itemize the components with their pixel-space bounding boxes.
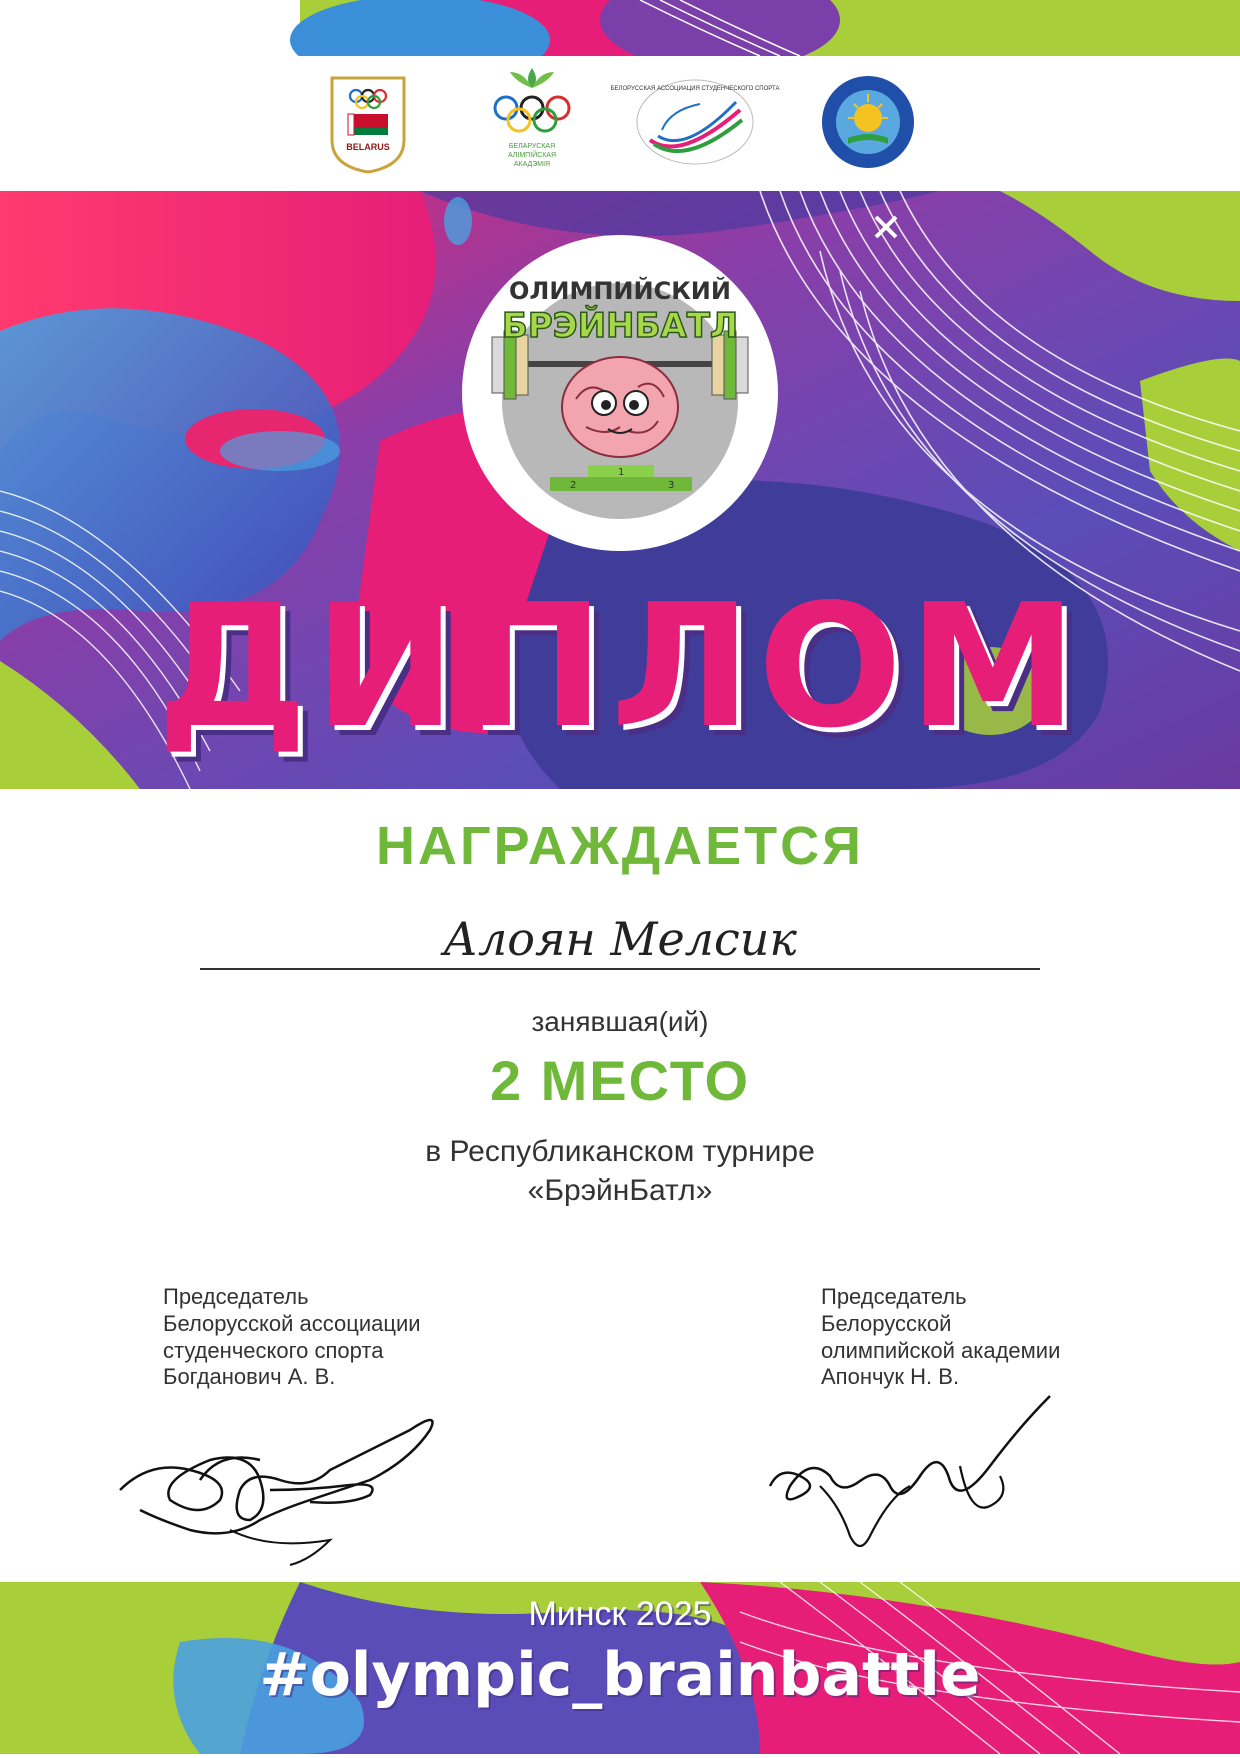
- belarus-logo-text: BELARUS: [346, 142, 390, 152]
- podium-label-right: 3: [668, 480, 675, 491]
- awarded-heading: НАГРАЖДАЕТСЯ: [376, 816, 864, 876]
- olympic-academy-logo: [482, 64, 582, 188]
- signature-right: [760, 1386, 1060, 1580]
- svg-text:БЕЛАРУСКАЯ: БЕЛАРУСКАЯ: [508, 143, 556, 150]
- hashtag: #olympic_brainbattle: [259, 1640, 981, 1710]
- student-sport-association-logo: [610, 70, 780, 178]
- signatory-left-line-2: Белорусской ассоциации: [163, 1310, 421, 1336]
- signatory-right-line-1: Председатель: [821, 1284, 967, 1309]
- place-label: 2 МЕСТО: [489, 1049, 751, 1112]
- event-logo-main-text: БРЭЙНБАТЛ: [501, 306, 739, 346]
- top-decor-strip: [0, 0, 1240, 56]
- signatory-right: [821, 1284, 1060, 1391]
- name-underline: [200, 968, 1040, 970]
- svg-text:БЕЛОРУССКАЯ АССОЦИАЦИЯ СТУДЕНЧ: БЕЛОРУССКАЯ АССОЦИАЦИЯ СТУДЕНЧЕСКОГО СПОРТА: [610, 86, 780, 92]
- signature-left: [110, 1390, 470, 1574]
- recipient-name: Алоян Мелсик: [443, 912, 797, 966]
- tournament-text: [0, 1132, 1240, 1210]
- signatory-right-line-3: олимпийской академии: [821, 1337, 1061, 1363]
- diploma-title: ДИПЛОМ: [156, 568, 1084, 766]
- signatory-left: [163, 1284, 421, 1391]
- signatory-left-name: Богданович А. В.: [163, 1364, 336, 1390]
- tournament-line-2: «БрэйнБатл»: [527, 1174, 713, 1207]
- took-label: занявшая(ий): [531, 1006, 709, 1037]
- city-year: Минск 2025: [528, 1595, 712, 1633]
- signatory-left-line-1: Председатель: [163, 1284, 309, 1309]
- svg-text:АЛІМПІЙСКАЯ: АЛІМПІЙСКАЯ: [507, 152, 557, 159]
- signatory-left-line-3: студенческого спорта: [163, 1337, 384, 1363]
- event-logo: [458, 231, 782, 555]
- podium-label-center: 1: [618, 467, 625, 478]
- signatory-right-name: Апончук Н. В.: [821, 1364, 960, 1390]
- belarus-noc-logo: [322, 70, 414, 178]
- svg-text:АКАДЭМІЯ: АКАДЭМІЯ: [513, 161, 551, 168]
- signatory-right-line-2: Белорусской: [821, 1310, 952, 1336]
- event-logo-top-text: ОЛИМПИЙСКИЙ: [509, 277, 731, 305]
- ministry-seal-logo: [818, 72, 918, 176]
- logos-bar: [0, 56, 1240, 191]
- tournament-line-1: в Республиканском турнире: [425, 1135, 815, 1168]
- podium-label-left: 2: [570, 480, 577, 491]
